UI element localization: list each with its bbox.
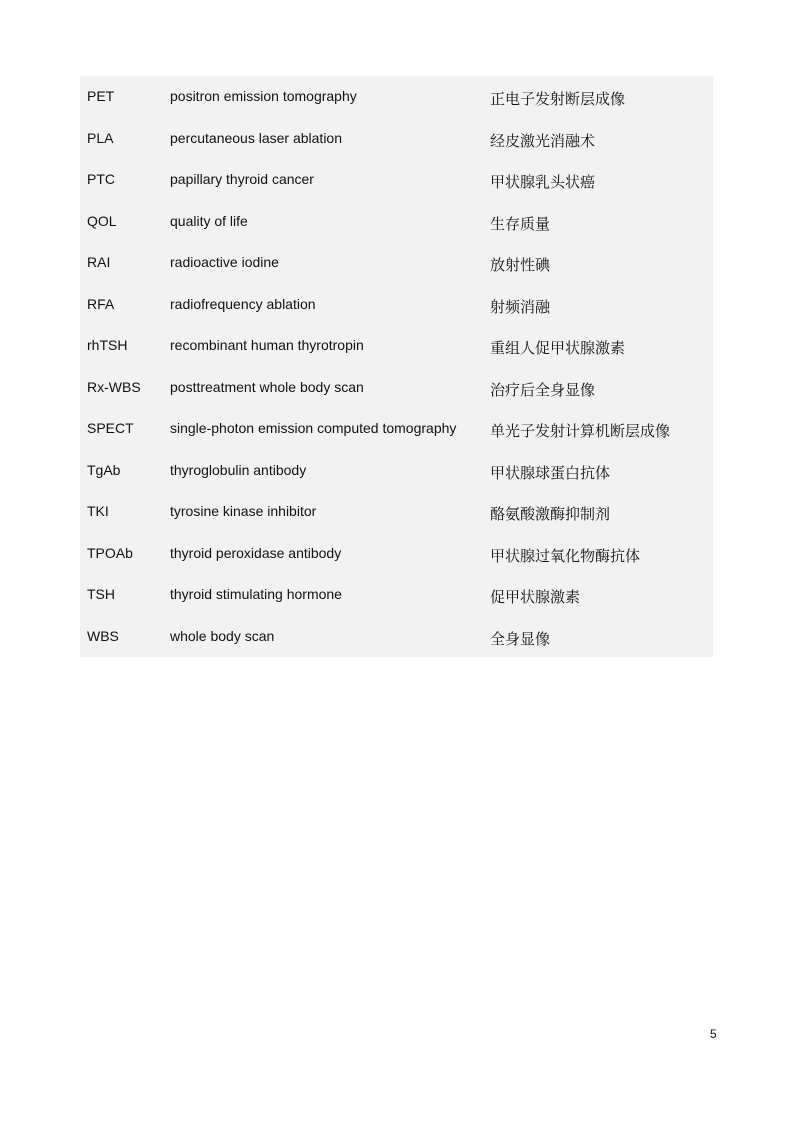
table-row [80,408,713,450]
abbreviation-cell: PLA [87,129,114,146]
chinese-term-cell: 重组人促甲状腺激素 [490,339,626,357]
abbreviation-cell: PET [87,88,115,104]
chinese-term-cell: 射频消融 [490,297,551,316]
page-number: 5 [710,1027,717,1041]
full-term-cell: positron emission tomography [170,88,357,104]
chinese-term-cell: 治疗后全身显像 [490,380,596,399]
table-row [80,201,713,243]
chinese-term-cell: 全身显像 [490,629,551,648]
chinese-term-cell: 正电子发射断层成像 [490,90,626,108]
abbreviation-cell: TKI [87,503,109,519]
table-row [80,450,713,492]
full-term-cell: tyrosine kinase inhibitor [170,503,317,519]
full-term-cell: recombinant human thyrotropin [170,337,364,353]
chinese-term-cell: 单光子发射计算机断层成像 [490,422,671,440]
full-term-cell: percutaneous laser ablation [170,129,343,146]
abbreviation-table [80,76,713,657]
chinese-term-cell: 甲状腺乳头状癌 [490,173,596,191]
full-term-cell: radioactive iodine [170,254,279,270]
table-row [80,574,713,616]
abbreviation-cell: WBS [87,627,119,644]
table-row [80,284,713,326]
full-term-cell: radiofrequency ablation [170,295,316,312]
abbreviation-cell: QOL [87,212,117,229]
chinese-term-cell: 放射性碘 [490,256,551,274]
abbreviation-cell: RAI [87,254,111,270]
table-row [80,533,713,575]
abbreviation-cell: PTC [87,171,115,187]
chinese-term-cell: 酪氨酸激酶抑制剂 [490,505,611,523]
full-term-cell: quality of life [170,212,248,229]
abbreviation-cell: RFA [87,295,115,312]
abbreviation-cell: TgAb [87,461,121,478]
table-row [80,76,713,118]
chinese-term-cell: 甲状腺过氧化物酶抗体 [490,546,641,565]
chinese-term-cell: 经皮激光消融术 [490,131,596,150]
chinese-term-cell: 生存质量 [490,214,551,233]
full-term-cell: single-photon emission computed tomography [170,420,457,436]
table-row [80,325,713,367]
table-row [80,242,713,284]
abbreviation-cell: TPOAb [87,544,133,561]
table-row [80,159,713,201]
abbreviation-cell: rhTSH [87,337,128,353]
chinese-term-cell: 甲状腺球蛋白抗体 [490,463,611,482]
full-term-cell: papillary thyroid cancer [170,171,314,187]
abbreviation-cell: SPECT [87,420,134,436]
table-row [80,367,713,409]
full-term-cell: thyroid peroxidase antibody [170,544,342,561]
full-term-cell: posttreatment whole body scan [170,378,364,395]
full-term-cell: thyroid stimulating hormone [170,586,342,602]
full-term-cell: thyroglobulin antibody [170,461,307,478]
chinese-term-cell: 促甲状腺激素 [490,588,581,606]
table-row [80,616,713,658]
abbreviation-cell: TSH [87,586,115,602]
abbreviation-cell: Rx-WBS [87,378,141,395]
table-row [80,118,713,160]
table-row [80,491,713,533]
full-term-cell: whole body scan [170,627,275,644]
